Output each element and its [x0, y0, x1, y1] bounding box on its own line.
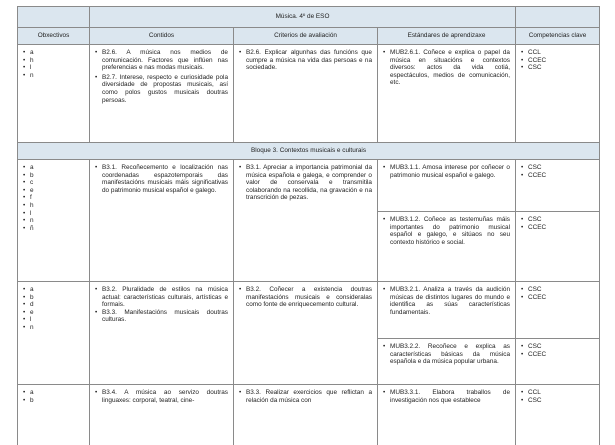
block-heading: Bloque 3. Contextos musicais e culturais: [17, 143, 600, 160]
objective-item: • e: [23, 187, 89, 195]
objective-item: • l: [23, 64, 89, 72]
row3-criteria: [234, 282, 378, 385]
row2-criteria: [234, 160, 378, 282]
row1-competences: [516, 45, 600, 143]
row3-competences-2: [516, 339, 600, 385]
criterion-item: • B3.1. Apreciar a importancia patrimonial da música española e galega, e comprender o valor de conservala e transmitila colaborando na recollida, na gravación e na transcrición de pezas.: [239, 164, 372, 202]
competence-item: • CCEC: [521, 57, 599, 65]
content-item: • B2.6. A música nos medios de comunicación. Factores que inflúen nas preferencias e nas modas musicais.: [95, 49, 228, 72]
row3-standard-1: [378, 282, 516, 339]
title-row-blank-right: [516, 6, 600, 28]
standard-item: • MUB3.1.1. Amosa interese por coñecer o patrimonio musical español e galego.: [383, 164, 510, 179]
objective-item: • h: [23, 202, 89, 210]
content-item: • B3.2. Pluralidade de estilos na música actual: características culturais, artísticas e formais.: [95, 286, 228, 309]
row1-criteria: [234, 45, 378, 143]
row2-competences-1: [516, 160, 600, 212]
competence-item: • CCEC: [521, 224, 599, 232]
standard-item: • MUB3.3.1. Elabora traballos de investigación nos que establece: [383, 389, 510, 404]
objective-item: • b: [23, 294, 89, 302]
competence-item: • CCEC: [521, 294, 599, 302]
objective-item: • e: [23, 309, 89, 317]
row4-contents: [90, 385, 234, 445]
objective-item: • b: [23, 172, 89, 180]
row2-competences-2: [516, 212, 600, 282]
criterion-item: • B3.3. Realizar exercicios que reflictan a relación da música con: [239, 389, 372, 404]
objective-item: • a: [23, 164, 89, 172]
competence-item: • CCL: [521, 49, 599, 57]
row2-objectives: [17, 160, 90, 282]
objective-item: • a: [23, 286, 89, 294]
objective-item: • f: [23, 194, 89, 202]
criterion-item: • B3.2. Coñecer a existencia doutras manifestacións musicais e consideralas como fonte de enriquecemento cultural.: [239, 286, 372, 309]
objective-item: • b: [23, 397, 89, 405]
row2-standard-2: [378, 212, 516, 282]
competence-item: • CCEC: [521, 351, 599, 359]
standard-item: • MUB3.2.1. Analiza a través da audición músicas de distintos lugares do mundo e identifica as súas características fundamentais.: [383, 286, 510, 316]
row3-contents: [90, 282, 234, 385]
row1-standards: [378, 45, 516, 143]
content-item: • B2.7. Interese, respecto e curiosidade pola diversidade de propostas musicais, así como polos gustos musicais doutras persoas.: [95, 74, 228, 104]
row4-standards: [378, 385, 516, 445]
competence-item: • CSC: [521, 64, 599, 72]
row2-contents: [90, 160, 234, 282]
objective-item: • a: [23, 49, 89, 57]
row3-standard-2: [378, 339, 516, 385]
objective-item: • l: [23, 316, 89, 324]
objective-item: • n: [23, 324, 89, 332]
row3-objectives: [17, 282, 90, 385]
row1-objectives: [17, 45, 90, 143]
row3-competences-1: [516, 282, 600, 339]
objective-item: • l: [23, 210, 89, 218]
objective-item: • h: [23, 57, 89, 65]
objective-item: • n: [23, 72, 89, 80]
standard-item: • MUB3.2.2. Recoñece e explica as características básicas da música española e da música popular urbana.: [383, 343, 510, 366]
header-criteria: Criterios de avaliación: [234, 28, 378, 45]
competence-item: • CSC: [521, 397, 599, 405]
row4-objectives: [17, 385, 90, 445]
standard-item: • MUB3.1.2. Coñece as testemuñas máis importantes do patrimonio musical español e galego, e sitúaos no seu contexto histórico e social.: [383, 216, 510, 246]
header-contents: Contidos: [90, 28, 234, 45]
content-item: • B3.1. Recoñecemento e localización nas coordenadas espazotemporais das manifestacións musicais máis significativas do patrimonio musical español e galego.: [95, 164, 228, 194]
objective-item: • c: [23, 179, 89, 187]
title-row-blank: [17, 6, 90, 28]
objective-item: • n: [23, 217, 89, 225]
row2-standard-1: [378, 160, 516, 212]
objective-item: • a: [23, 389, 89, 397]
standard-item: • MUB2.6.1. Coñece e explica o papel da música en situacións e contextos diversos: actos da vida cotiá, espectáculos, medios de comunicación, etc.: [383, 49, 510, 87]
row4-criteria: [234, 385, 378, 445]
competence-item: • CSC: [521, 216, 599, 224]
competence-item: • CSC: [521, 343, 599, 351]
header-standards: Estándares de aprendizaxe: [378, 28, 516, 45]
header-competences: Competencias clave: [516, 28, 600, 45]
competence-item: • CCEC: [521, 172, 599, 180]
row4-competences: [516, 385, 600, 445]
competence-item: • CCL: [521, 389, 599, 397]
content-item: • B3.4. A música ao servizo doutras linguaxes: corporal, teatral, cine-: [95, 389, 228, 404]
criterion-item: • B2.6. Explicar algunhas das funcións que cumpre a música na vida das persoas e na sociedade.: [239, 49, 372, 72]
objective-item: • d: [23, 301, 89, 309]
competence-item: • CSC: [521, 286, 599, 294]
competence-item: • CSC: [521, 164, 599, 172]
header-objectives: Obxectivos: [17, 28, 90, 45]
objective-item: • ñ: [23, 225, 89, 233]
content-item: • B3.3. Manifestacións musicais doutras culturas.: [95, 309, 228, 324]
row1-contents: [90, 45, 234, 143]
table-title: Música. 4º de ESO: [90, 6, 516, 28]
